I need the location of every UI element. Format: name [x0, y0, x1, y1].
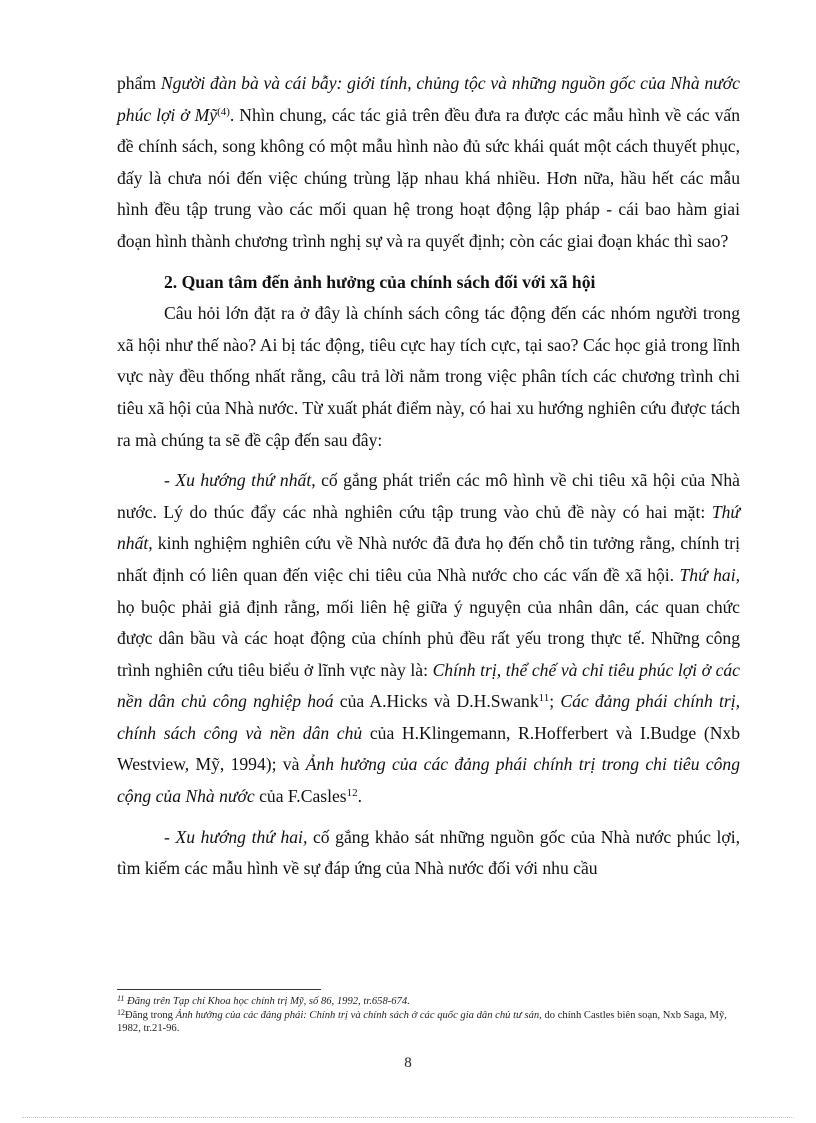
section-heading: 2. Quan tâm đến ảnh hưởng của chính sách đối với xã hội [164, 271, 596, 292]
paragraph-trend-2: - Xu hướng thứ hai, cố gắng khảo sát những nguồn gốc của Nhà nước phúc lợi, tìm kiếm các mẫu hình về sự đáp ứng của Nhà nước đối với nhu cầu [117, 826, 741, 879]
work-title: Ảnh hưởng của các đảng phái chính trị trong chi tiêu công cộng của Nhà nước [117, 754, 740, 807]
body-text [117, 68, 740, 885]
paragraph-trend-1: - Xu hướng thứ nhất, cố gắng phát triển các mô hình về chi tiêu xã hội của Nhà nước. Lý do thúc đẩy các nhà nghiên cứu tập trung vào chủ đề này có hai mặt: Thứ nhất, kinh nghiệm nghiên cứu về Nhà nước đã đưa họ đến chỗ tin tưởng rằng, chính trị nhất định có liên quan đến việc chi tiêu của Nhà nước cho các vấn đề xã hội. Thứ hai, họ buộc phải giả định rằng, mối liên hệ giữa ý nguyện của nhân dân, các quan chức được dân bầu và các hoạt động của chính phủ đều rất yếu trong thực tế. Những công trình nghiên cứu tiêu biểu ở lĩnh vực này là: Chính trị, thể chế và chỉ tiêu phúc lợi ở các nền dân chủ công nghiệp hoá của A.Hicks và D.H.Swank$^{11}$; Các đảng phái chính trị, chính sách công và nền dân chủ của H.Klingemann, R.Hofferbert và I.Budge (Nxb Westview, Mỹ, 1994); và Ảnh hưởng của các đảng phái chính trị trong chi tiêu công cộng của Nhà nước của F.Casles$^{12}$. [117, 470, 740, 807]
work-title: Chính trị, thể chế và chỉ tiêu phúc lợi ở các nền dân chủ công nghiệp hoá [117, 659, 740, 712]
footnotes [117, 995, 742, 1036]
paragraph-intro: Câu hỏi lớn đặt ra ở đây là chính sách công tác động đến các nhóm người trong xã hội như thế nào? Ai bị tác động, tiêu cực hay tích cực, tại sao? Các học giả trong lĩnh vực này đều thống nhất rằng, câu trả lời nằm trong việc phân tích các chương trình chi tiêu xã hội của Nhà nước. Từ xuất phát điểm này, có hai xu hướng nghiên cứu được tách ra mà chúng ta sẽ đề cập đến sau đây: [117, 303, 740, 450]
page-number: 8 [404, 1055, 412, 1071]
footnote-separator [117, 989, 321, 990]
footnote-12: $^{12}$Đăng trong Ảnh hưởng của các đảng phái: Chính trị và chính sách ở các quốc gia dân chủ tư sản, do chính Castles biên soạn, Nxb Saga, Mỹ, 1982, tr.21-96. [117, 1007, 727, 1034]
reference-marker: (4) [217, 105, 230, 118]
book-title: Người đàn bà và cái bẫy: giới tính, chủng tộc và những nguồn gốc của Nhà nước phúc lợi ở Mỹ [117, 73, 740, 125]
work-title: Các đảng phái chính trị, chính sách công và nền dân chủ [117, 691, 740, 743]
footnote-11: $^{11}$ Đăng trên Tạp chí Khoa học chính trị Mỹ, số 86, 1992, tr.658-674. [117, 994, 410, 1007]
footnote-ref-12[interactable]: 12 [346, 787, 358, 800]
footnote-ref-11[interactable]: 11 [538, 692, 550, 705]
paragraph-continuation: phẩm Người đàn bà và cái bẫy: giới tính, chủng tộc và những nguồn gốc của Nhà nước phúc lợi ở Mỹ$^{(4)}$. Nhìn chung, các tác giả trên đều đưa ra được các mẫu hình về các vấn đề chính sách, song không có một mẫu hình nào đủ sức khái quát một cách thuyết phục, đấy là chưa nói đến việc chúng trùng lặp nhau khá nhiều. Hơn nữa, hầu hết các mẫu hình đều tập trung vào các mối quan hệ trong hoạt động lập pháp - cái bao hàm giai đoạn hình thành chương trình nghị sự và ra quyết định; còn các giai đoạn khác thì sao? [117, 73, 740, 251]
page-bottom-border [22, 1117, 794, 1118]
